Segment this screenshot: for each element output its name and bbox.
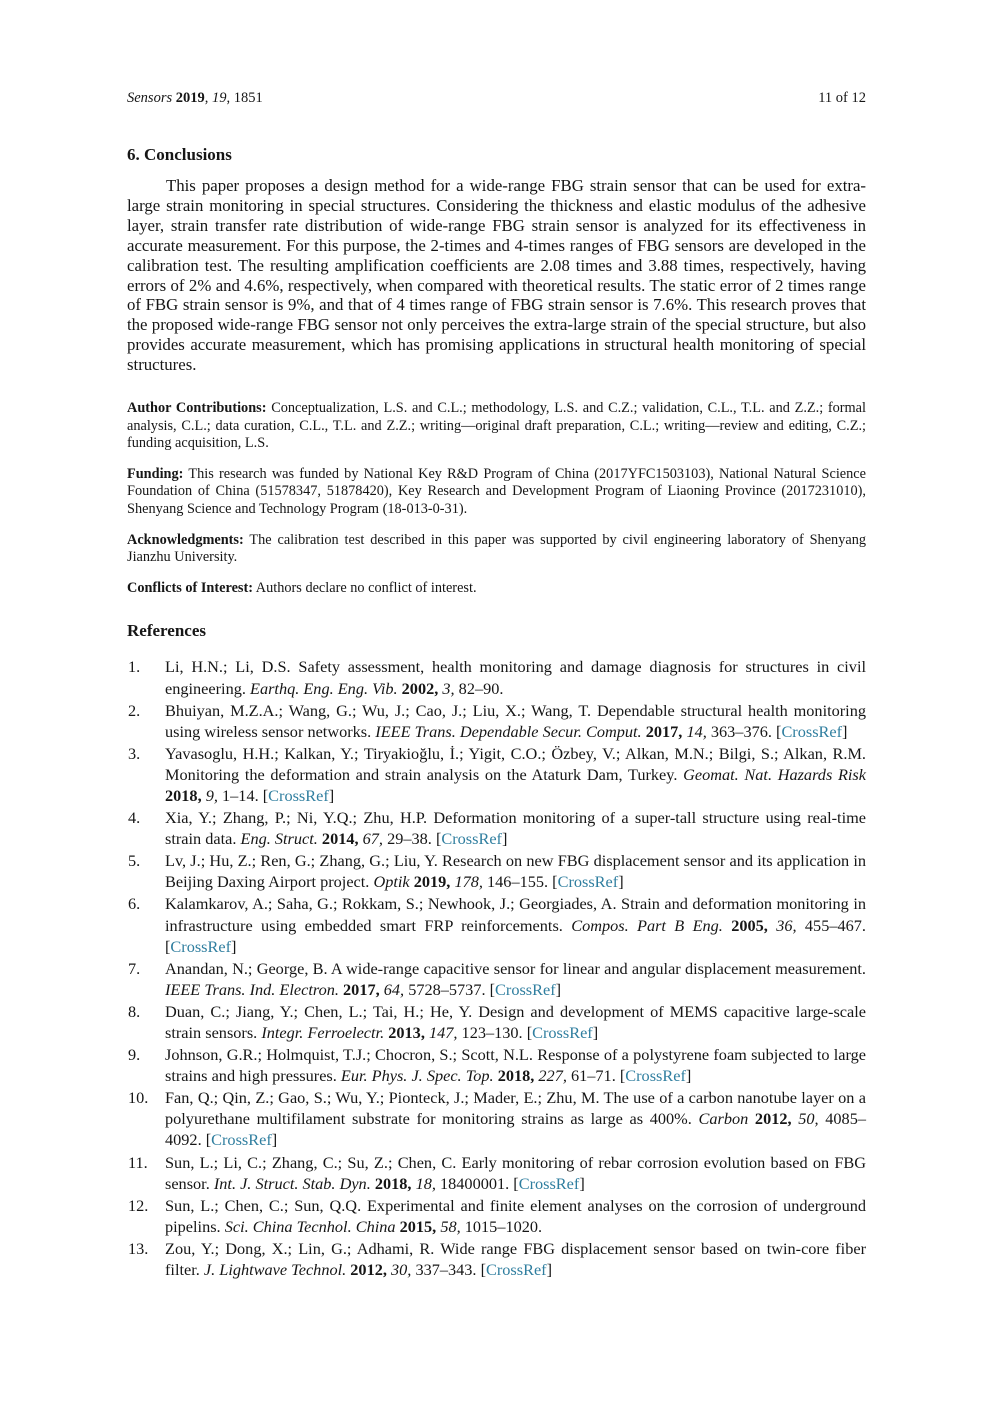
reference-journal: Integr. Ferroelectr.: [261, 1023, 385, 1042]
reference-year: 2017,: [645, 721, 683, 741]
bracket-close: ]: [501, 829, 508, 849]
reference-number: 4.: [128, 808, 141, 828]
reference-authors-title: Anandan, N.; George, B. A wide-range capacitive sensor for linear and angular displacement measurement.: [165, 958, 866, 978]
reference-journal: Sci. China Tecnhol. China: [224, 1216, 396, 1236]
crossref-wrapper: [165, 937, 236, 956]
reference-number: 3.: [128, 743, 141, 763]
conflicts-label: Conflicts of Interest:: [127, 579, 253, 596]
reference-journal: IEEE Trans. Ind. Electron.: [165, 979, 339, 999]
reference-volume: 227,: [538, 1066, 567, 1086]
reference-number: 2.: [128, 700, 141, 720]
crossref-link[interactable]: CrossRef: [495, 979, 556, 999]
crossref-link[interactable]: CrossRef: [781, 721, 843, 741]
crossref-link[interactable]: CrossRef: [170, 936, 232, 956]
author-contributions-text: Conceptualization, L.S. and C.L.; methodology, L.S. and C.Z.; validation, C.L., T.L. and Z.Z.; formal analysis, C.L.; data curation, C.L., T.L. and Z.Z.; writing—original draft preparation, C.L.; writing—review and editing, C.Z.; funding acquisition, L.S.: [127, 400, 866, 452]
reference-pages: 61–71.: [570, 1066, 616, 1086]
reference-item: [127, 1001, 866, 1043]
reference-volume: 58,: [440, 1216, 461, 1236]
reference-item: [127, 958, 866, 1000]
bracket-open: [: [513, 1173, 519, 1193]
crossref-link[interactable]: CrossRef: [625, 1066, 686, 1086]
reference-year: 2013,: [388, 1023, 425, 1042]
bracket-open: [: [489, 979, 496, 999]
reference-authors-title: Yavasoglu, H.H.; Kalkan, Y.; Tiryakioğlu, İ.; Yigit, C.O.; Özbey, V.; Alkan, M.N.; Bilgi, S.; Alkan, R.M. Monitoring the deformation and strain analysis on the Ataturk Dam, Turkey.: [165, 743, 866, 784]
reference-journal: Geomat. Nat. Hazards Risk: [683, 764, 866, 784]
author-contributions-note: [127, 400, 866, 453]
reference-item: [127, 807, 866, 849]
author-contributions-label: Author Contributions:: [127, 400, 267, 417]
reference-year: 2012,: [350, 1260, 387, 1280]
crossref-wrapper: [552, 872, 623, 891]
reference-item: [127, 850, 866, 892]
crossref-link[interactable]: CrossRef: [532, 1023, 593, 1042]
crossref-wrapper: [513, 1174, 584, 1193]
journal-name: Sensors: [127, 90, 176, 106]
reference-authors-title: Fan, Q.; Qin, Z.; Gao, S.; Wu, Y.; Pionteck, J.; Mader, E.; Zhu, M. The use of a carbon nanotube layer on a polyurethane multifilament substrate for monitoring strains as large as 400%.: [165, 1088, 866, 1129]
reference-authors-title: Xia, Y.; Zhang, P.; Ni, Y.Q.; Zhu, H.P. Deformation monitoring of a super-tall structure using real-time strain data.: [165, 808, 866, 849]
bracket-close: ]: [231, 936, 237, 956]
bracket-open: [: [526, 1023, 533, 1042]
bracket-close: ]: [555, 979, 562, 999]
bracket-close: ]: [592, 1023, 599, 1042]
reference-number: 10.: [128, 1088, 149, 1108]
conflicts-text: Authors declare no conflict of interest.: [255, 579, 477, 596]
reference-year: 2018,: [165, 785, 202, 805]
reference-volume: 18,: [415, 1173, 436, 1193]
reference-journal: Carbon: [698, 1109, 749, 1129]
bracket-close: ]: [328, 785, 335, 805]
reference-pages: 1–14.: [222, 785, 259, 805]
reference-volume: 147,: [428, 1023, 458, 1042]
reference-authors-title: Sun, L.; Chen, C.; Sun, Q.Q. Experimental and finite element analyses on the corrosion of underground pipelins.: [165, 1195, 866, 1236]
reference-journal: Optik: [373, 872, 410, 892]
crossref-wrapper: [527, 1023, 598, 1042]
reference-pages: 363–376.: [710, 721, 772, 741]
reference-item: [127, 656, 866, 698]
reference-volume: 3,: [442, 678, 455, 698]
reference-authors-title: Kalamkarov, A.; Saha, G.; Rokkam, S.; Newhook, J.; Georgiades, A. Strain and deformation monitoring in infrastructure using embedded smart FRP reinforcements.: [165, 894, 866, 935]
reference-item: [127, 743, 866, 806]
reference-year: 2012,: [754, 1109, 792, 1129]
reference-authors-title: Duan, C.; Jiang, Y.; Chen, L.; Tai, H.; He, Y. Design and development of MEMS capacitive large-scale strain sensors.: [165, 1001, 866, 1042]
reference-pages: 82–90.: [458, 678, 504, 698]
crossref-wrapper: [620, 1066, 691, 1085]
reference-number: 8.: [128, 1001, 141, 1021]
reference-item: [127, 1238, 866, 1280]
reference-authors-title: Johnson, G.R.; Holmquist, T.J.; Chocron, S.; Scott, N.L. Response of a polystyrene foam subjected to large strains and high pressures.: [165, 1045, 866, 1086]
reference-volume: 30,: [391, 1260, 412, 1280]
crossref-wrapper: [206, 1130, 277, 1149]
reference-volume: 14,: [686, 721, 707, 741]
crossref-wrapper: [776, 722, 847, 741]
reference-journal: IEEE Trans. Dependable Secur. Comput.: [375, 721, 642, 741]
crossref-link[interactable]: CrossRef: [557, 872, 619, 892]
reference-number: 13.: [128, 1238, 149, 1258]
crossref-wrapper: [490, 980, 561, 999]
conclusions-paragraph: This paper proposes a design method for a wide-range FBG strain sensor that can be used for extra-large strain monitoring in special structures. Considering the thickness and elastic modulus of the adhesive layer, strain transfer rate distribution of wide-range FBG strain sensor is analyzed for its effectiveness in accurate measurement. For this purpose, the 2-times and 4-times ranges of FBG sensors are developed in the calibration test. The resulting amplification coefficients are 2.08 times and 3.88 times, respectively, having errors of 2% and 4.6%, respectively, when compared with theoretical results. The static error of 2 times range of FBG strain sensor is 9%, and that of 4 times range of FBG strain sensor is 7.6%. This research proves that the proposed wide-range FBG sensor not only perceives the extra-large strain of the special structure, but also provides accurate measurement, which has promising applications in structural health monitoring of special structures.: [127, 176, 866, 375]
crossref-link[interactable]: CrossRef: [268, 785, 329, 805]
reference-pages: 18400001.: [440, 1173, 510, 1193]
reference-authors-title: Li, H.N.; Li, D.S. Safety assessment, health monitoring and damage diagnosis for structures in civil engineering.: [165, 657, 866, 698]
article-number: , 1851: [226, 90, 263, 106]
reference-number: 11.: [128, 1152, 148, 1172]
crossref-wrapper: [481, 1260, 552, 1279]
bracket-close: ]: [546, 1260, 553, 1280]
reference-item: [127, 1195, 866, 1237]
page-header: [127, 90, 866, 107]
bracket-open: [: [619, 1066, 626, 1086]
reference-year: 2018,: [497, 1066, 535, 1086]
reference-number: 12.: [128, 1195, 149, 1215]
reference-volume: 67,: [362, 829, 383, 849]
reference-pages: 455–467.: [804, 915, 866, 935]
reference-item: [127, 700, 866, 742]
reference-year: 2014,: [321, 829, 359, 849]
reference-pages: 123–130.: [461, 1023, 523, 1042]
conflicts-note: [127, 580, 866, 598]
bracket-close: ]: [618, 872, 624, 892]
reference-year: 2005,: [731, 915, 768, 935]
funding-note: [127, 466, 866, 519]
reference-year: 2018,: [374, 1173, 412, 1193]
reference-authors-title: Lv, J.; Hu, Z.; Ren, G.; Zhang, G.; Liu, Y. Research on new FBG displacement sensor and its application in Beijing Daxing Airport project.: [165, 851, 866, 892]
bracket-open: [: [480, 1260, 486, 1280]
reference-journal: Eur. Phys. J. Spec. Top.: [340, 1066, 494, 1086]
reference-authors-title: Sun, L.; Li, C.; Zhang, C.; Su, Z.; Chen, C. Early monitoring of rebar corrosion evolution based on FBG sensor.: [165, 1152, 866, 1193]
reference-journal: J. Lightwave Technol.: [203, 1260, 347, 1280]
reference-volume: 64,: [383, 979, 405, 999]
reference-number: 6.: [128, 894, 141, 914]
crossref-link[interactable]: CrossRef: [486, 1260, 547, 1280]
crossref-wrapper: [263, 786, 334, 805]
reference-authors-title: Zou, Y.; Dong, X.; Lin, G.; Adhami, R. Wide range FBG displacement sensor based on twin-core fiber filter.: [165, 1238, 866, 1280]
reference-year: 2002,: [401, 678, 439, 698]
reference-item: [127, 893, 866, 956]
reference-year: 2017,: [343, 979, 380, 999]
reference-pages: 1015–1020.: [464, 1216, 543, 1236]
reference-volume: 50,: [798, 1109, 819, 1129]
bracket-open: [: [165, 936, 171, 956]
bracket-open: [: [435, 829, 442, 849]
reference-item: [127, 1152, 866, 1194]
reference-number: 9.: [128, 1045, 141, 1065]
reference-pages: 29–38.: [387, 829, 432, 849]
bracket-open: [: [776, 721, 782, 741]
reference-year: 2015,: [399, 1216, 437, 1236]
bracket-close: ]: [271, 1130, 278, 1150]
reference-pages: 146–155.: [487, 872, 549, 892]
header-separator: ,: [204, 90, 212, 106]
bracket-open: [: [262, 785, 269, 805]
reference-volume: 178,: [454, 872, 483, 892]
page-number: 11 of 12: [818, 90, 866, 106]
bracket-close: ]: [842, 721, 848, 741]
reference-journal: Earthq. Eng. Eng. Vib.: [250, 678, 398, 698]
reference-volume: 9,: [205, 785, 218, 805]
reference-number: 7.: [128, 958, 141, 978]
conclusions-heading: 6. Conclusions: [127, 145, 232, 164]
reference-volume: 36,: [776, 915, 797, 935]
bracket-open: [: [205, 1130, 212, 1150]
crossref-link[interactable]: CrossRef: [441, 829, 502, 849]
reference-pages: 5728–5737.: [408, 979, 486, 999]
running-head: [127, 90, 263, 107]
bracket-close: ]: [685, 1066, 692, 1086]
reference-item: [127, 1044, 866, 1086]
reference-pages: 4085–4092.: [165, 1109, 866, 1150]
crossref-link[interactable]: CrossRef: [518, 1173, 580, 1193]
reference-pages: 337–343.: [415, 1260, 477, 1280]
acknowledgments-label: Acknowledgments:: [127, 531, 244, 548]
bracket-close: ]: [579, 1173, 585, 1193]
funding-label: Funding:: [127, 465, 184, 482]
reference-journal: Compos. Part B Eng.: [571, 915, 723, 935]
references-heading: References: [127, 621, 206, 641]
reference-journal: Eng. Struct.: [240, 829, 318, 849]
journal-volume: 19: [212, 90, 227, 106]
references-list: [127, 656, 866, 1280]
reference-authors-title: Bhuiyan, M.Z.A.; Wang, G.; Wu, J.; Cao, J.; Liu, X.; Wang, T. Dependable structural health monitoring using wireless sensor networks.: [165, 700, 866, 741]
funding-text: This research was funded by National Key R&D Program of China (2017YFC1503103), National Natural Science Foundation of China (51578347, 51878420), Key Research and Development Program of Liaoning Province (2017231010), Shenyang Science and Technology Program (18-013-0-31).: [127, 465, 866, 518]
crossref-link[interactable]: CrossRef: [211, 1130, 272, 1150]
journal-year: 2019: [175, 90, 205, 106]
acknowledgments-note: [127, 532, 866, 567]
reference-number: 1.: [128, 657, 141, 677]
reference-journal: Int. J. Struct. Stab. Dyn.: [213, 1173, 371, 1193]
acknowledgments-text: The calibration test described in this paper was supported by civil engineering laboratory of Shenyang Jianzhu University.: [127, 531, 866, 566]
crossref-wrapper: [436, 829, 507, 848]
reference-number: 5.: [128, 851, 141, 871]
bracket-open: [: [552, 872, 558, 892]
reference-item: [127, 1087, 866, 1150]
reference-year: 2019,: [413, 872, 451, 892]
